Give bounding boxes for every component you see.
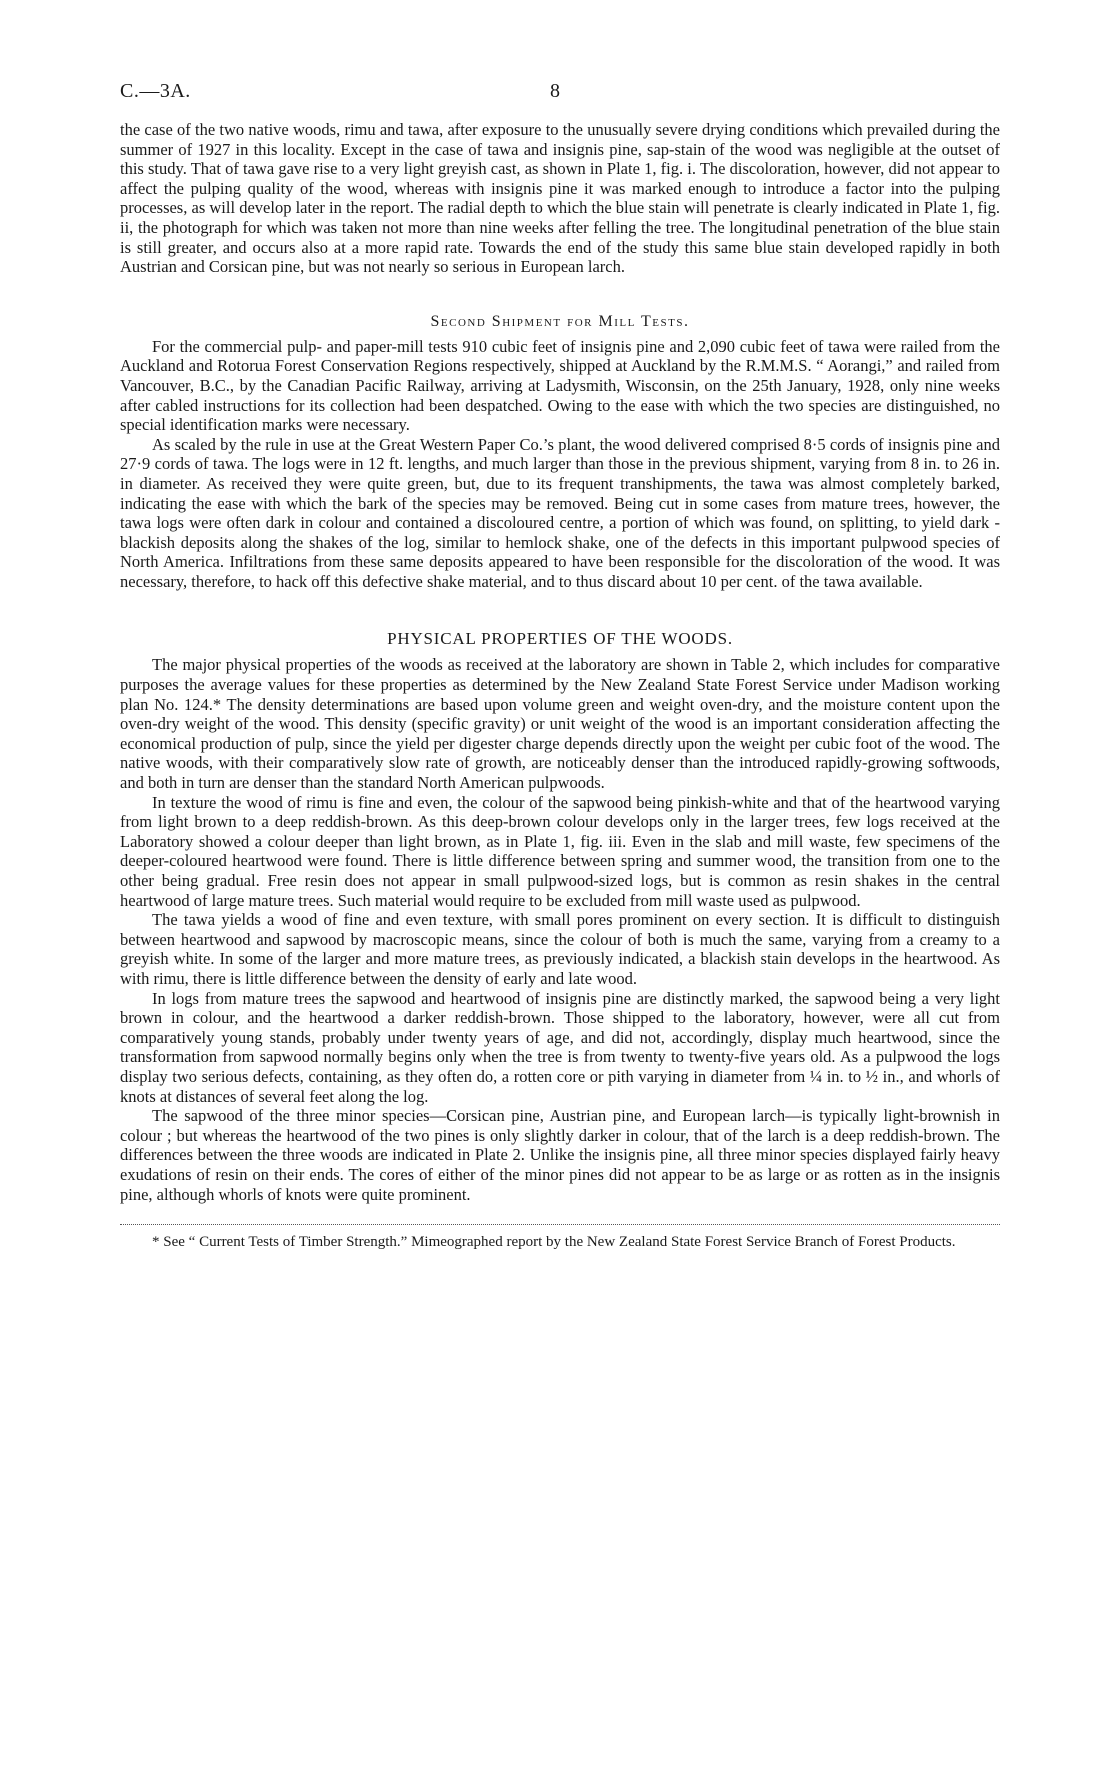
- intro-paragraph: the case of the two native woods, rimu and tawa, after exposure to the unusually severe drying conditions which prevailed during the summer of 1927 in this locality. Except in the case of tawa and insignis pine, sap-stain of the wood was negligible at the outset of this study. That of tawa gave rise to a very light greyish cast, as shown in Plate 1, fig. i. The discoloration, however, did not appear to affect the pulping quality of the wood, whereas with insignis pine it was marked enough to introduce a factor into the pulping processes, as will develop later in the report. The radial depth to which the blue stain will penetrate is clearly indicated in Plate 1, fig. ii, the photograph for which was taken not more than nine weeks after felling the tree. The longitudinal penetration of the blue stain is still greater, and occurs also at a more rapid rate. Towards the end of the study this same blue stain developed rapidly in both Austrian and Corsican pine, but was not nearly so serious in European larch.: [120, 120, 1000, 277]
- second-shipment-paragraph-1: For the commercial pulp- and paper-mill tests 910 cubic feet of insignis pine and 2,090 cubic feet of tawa were railed from the Auckland and Rotorua Forest Conservation Regions respectively, shipped at Auckland by the R.M.M.S. “ Aorangi,” and railed from Vancouver, B.C., by the Canadian Pacific Railway, arriving at Ladysmith, Wisconsin, on the 25th January, 1928, only nine weeks after cabled instructions for its collection had been despatched. Owing to the ease with which the two species are distinguished, no special identification marks were necessary.: [120, 336, 1000, 435]
- footnote: * See “ Current Tests of Timber Strength.” Mimeographed report by the New Zealand State Forest Service Branch of Forest Products.: [152, 1234, 956, 1251]
- physical-properties-heading: PHYSICAL PROPERTIES OF THE WOODS.: [387, 629, 733, 649]
- page-header: [120, 80, 1000, 120]
- physical-properties-paragraph-3: The tawa yields a wood of fine and even texture, with small pores prominent on every section. It is difficult to distinguish between heartwood and sapwood by macroscopic means, since the colour of both is much the same, varying from a creamy to a greyish white. In some of the larger and more mature trees, as previously indicated, a blackish stain develops in the heartwood. As with rimu, there is little difference between the density of early and late wood.: [120, 910, 1000, 988]
- second-shipment-heading: Second Shipment for Mill Tests.: [430, 312, 690, 330]
- second-shipment-paragraph-2: As scaled by the rule in use at the Great Western Paper Co.’s plant, the wood delivered comprised 8·5 cords of insignis pine and 27·9 cords of tawa. The logs were in 12 ft. lengths, and much larger than those in the previous shipment, varying from 8 in. to 26 in. in diameter. As received they were quite green, but, due to its frequent transhipments, the tawa was almost completely barked, indicating the ease with which the bark of the species may be removed. Being cut in some cases from mature trees, however, the tawa logs were often dark in colour and contained a discoloured centre, a portion of which was found, on splitting, to yield dark - blackish deposits along the shakes of the log, similar to hemlock shake, one of the defects in this important pulpwood species of North America. Infiltrations from these same deposits appeared to have been responsible for the discoloration of the wood. It was necessary, therefore, to hack off this defective shake material, and to thus discard about 10 per cent. of the tawa available.: [120, 434, 1000, 591]
- footnote-divider: [120, 1224, 1000, 1225]
- document-page: [120, 80, 1000, 1251]
- physical-properties-paragraph-1: The major physical properties of the woods as received at the laboratory are shown in Table 2, which includes for comparative purposes the average values for these properties as determined by the New Zealand State Forest Service under Madison working plan No. 124.* The density determinations are based upon volume green and weight oven-dry, and the moisture content upon the oven-dry weight of the wood. This density (specific gravity) or unit weight of the wood is an important consideration affecting the economical production of pulp, since the yield per digester charge depends directly upon the weight per cubic foot of the wood. The native woods, with their comparatively slow rate of growth, are noticeably denser than the introduced rapidly-growing softwoods, and both in turn are denser than the standard North American pulpwoods.: [120, 655, 1000, 793]
- page-number: 8: [550, 80, 560, 102]
- physical-properties-paragraph-2: In texture the wood of rimu is fine and even, the colour of the sapwood being pinkish-white and that of the heartwood varying from light brown to a deep reddish-brown. As this deep-brown colour develops only in the larger trees, few logs received at the Laboratory showed a colour deeper than light brown, as in Plate 1, fig. iii. Even in the slab and mill waste, few specimens of the deeper-coloured heartwood were found. There is little difference between spring and summer wood, the transition from one to the other being gradual. Free resin does not appear in small pulpwood-sized logs, but is common as resin shakes in the central heartwood of large mature trees. Such material would require to be excluded from mill waste used as pulpwood.: [120, 792, 1000, 910]
- document-reference: C.—3A.: [120, 80, 191, 102]
- physical-properties-paragraph-4: In logs from mature trees the sapwood and heartwood of insignis pine are distinctly marked, the sapwood being a very light brown in colour, and the heartwood a darker reddish-brown. Those shipped to the laboratory, however, were all cut from comparatively young stands, probably under twenty years of age, and did not, accordingly, display much heartwood, since the transformation from sapwood normally begins only when the tree is from twenty to twenty-five years old. As a pulpwood the logs display two serious defects, containing, as they often do, a rotten core or pith varying in diameter from ¼ in. to ½ in., and whorls of knots at distances of several feet along the log.: [120, 988, 1000, 1106]
- physical-properties-paragraph-5: The sapwood of the three minor species—Corsican pine, Austrian pine, and European larch—is typically light-brownish in colour ; but whereas the heartwood of the two pines is only slightly darker in colour, that of the larch is a deep reddish-brown. The differences between the three woods are indicated in Plate 2. Unlike the insignis pine, all three minor species displayed fairly heavy exudations of resin on their ends. The cores of either of the minor pines did not appear to be as large or as rotten as in the insignis pine, although whorls of knots were quite prominent.: [120, 1106, 1000, 1204]
